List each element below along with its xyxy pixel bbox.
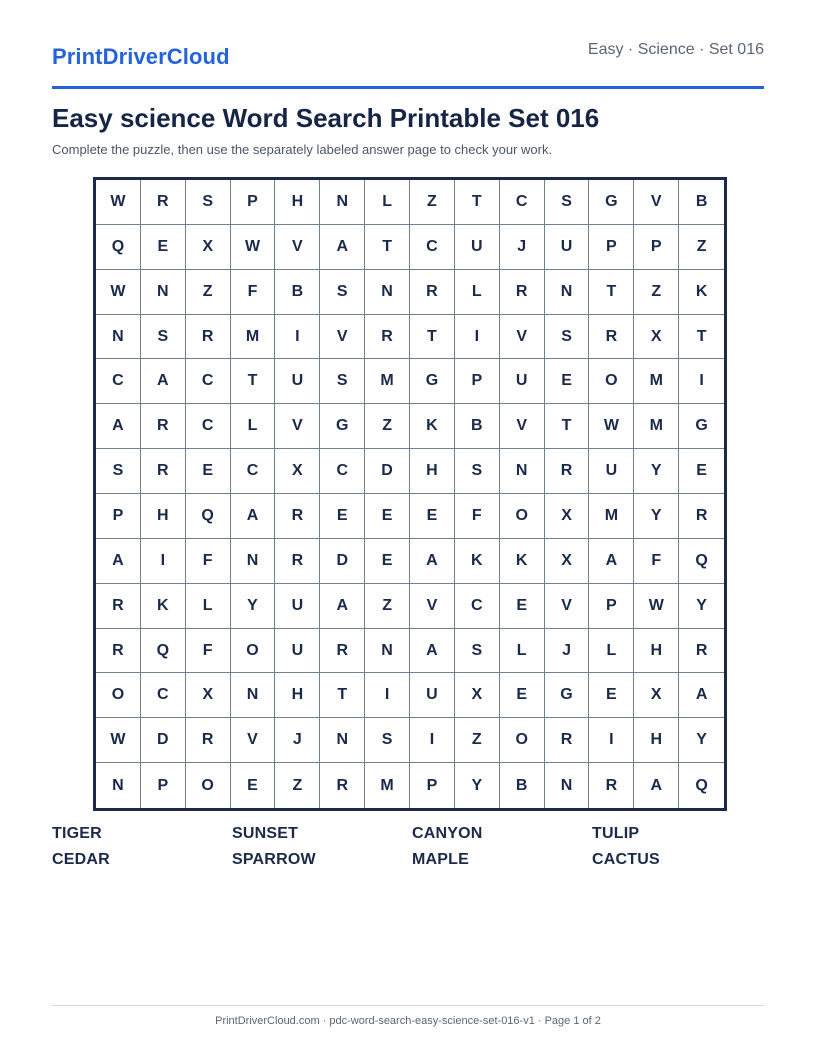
grid-cell[interactable]: H (275, 673, 320, 718)
grid-cell[interactable]: N (231, 673, 276, 718)
grid-cell[interactable]: P (455, 359, 500, 404)
grid-cell[interactable]: S (455, 449, 500, 494)
grid-cell[interactable]: S (320, 359, 365, 404)
grid-cell[interactable]: H (410, 449, 455, 494)
grid-cell[interactable]: U (275, 584, 320, 629)
grid-cell[interactable]: A (589, 539, 634, 584)
grid-cell[interactable]: M (365, 359, 410, 404)
grid-cell[interactable]: W (231, 225, 276, 270)
grid-cell[interactable]: E (589, 673, 634, 718)
grid-cell[interactable]: R (589, 315, 634, 360)
grid-cell[interactable]: T (231, 359, 276, 404)
grid-cell[interactable]: M (589, 494, 634, 539)
grid-cell[interactable]: U (500, 359, 545, 404)
grid-cell[interactable]: H (141, 494, 186, 539)
grid-cell[interactable]: G (589, 180, 634, 225)
word-list-item: MAPLE (412, 851, 469, 868)
grid-cell[interactable]: D (365, 449, 410, 494)
grid-cell[interactable]: Q (679, 539, 724, 584)
grid-cell[interactable]: C (320, 449, 365, 494)
grid-cell[interactable]: T (410, 315, 455, 360)
grid-cell[interactable]: N (320, 718, 365, 763)
page-subtitle: Complete the puzzle, then use the separately labeled answer page to check your work. (52, 142, 553, 157)
grid-cell[interactable]: Y (455, 763, 500, 808)
page-header (52, 0, 764, 89)
grid-cell[interactable]: X (634, 315, 679, 360)
grid-cell[interactable]: X (545, 539, 590, 584)
grid-cell[interactable]: B (275, 270, 320, 315)
grid-cell[interactable]: X (455, 673, 500, 718)
word-list-item: TIGER (52, 825, 102, 842)
grid-cell[interactable]: B (500, 763, 545, 808)
grid-cell[interactable]: C (500, 180, 545, 225)
grid-cell[interactable]: A (320, 584, 365, 629)
grid-cell[interactable]: X (275, 449, 320, 494)
grid-cell[interactable]: V (410, 584, 455, 629)
grid-cell[interactable]: T (320, 673, 365, 718)
page-title: Easy science Word Search Printable Set 016 (52, 103, 600, 133)
puzzle-meta: Easy · Science · Set 016 (587, 41, 764, 58)
grid-cell[interactable]: P (96, 494, 141, 539)
grid-cell[interactable]: U (455, 225, 500, 270)
grid-cell[interactable]: R (275, 539, 320, 584)
grid-cell[interactable]: E (365, 494, 410, 539)
grid-cell[interactable]: R (410, 270, 455, 315)
grid-cell[interactable]: Z (365, 404, 410, 449)
grid-cell[interactable]: Z (186, 270, 231, 315)
grid-cell[interactable]: O (500, 494, 545, 539)
grid-cell[interactable]: V (634, 180, 679, 225)
grid-cell[interactable]: N (365, 629, 410, 674)
grid-cell[interactable]: Z (679, 225, 724, 270)
grid-cell[interactable]: H (634, 629, 679, 674)
grid-cell[interactable]: K (679, 270, 724, 315)
grid-cell[interactable]: E (545, 359, 590, 404)
grid-cell[interactable]: E (500, 584, 545, 629)
grid-cell[interactable]: X (545, 494, 590, 539)
grid-cell[interactable]: Y (679, 718, 724, 763)
grid-cell[interactable]: A (410, 539, 455, 584)
grid-cell[interactable]: D (320, 539, 365, 584)
grid-cell[interactable]: P (634, 225, 679, 270)
grid-cell[interactable]: J (545, 629, 590, 674)
grid-cell[interactable]: R (320, 763, 365, 808)
grid-cell[interactable]: Z (634, 270, 679, 315)
grid-cell[interactable]: S (141, 315, 186, 360)
grid-cell[interactable]: I (679, 359, 724, 404)
grid-cell[interactable]: E (186, 449, 231, 494)
word-list (52, 825, 772, 877)
grid-cell[interactable]: N (96, 763, 141, 808)
grid-cell[interactable]: L (365, 180, 410, 225)
grid-cell[interactable]: V (231, 718, 276, 763)
grid-cell[interactable]: G (679, 404, 724, 449)
page-footer: PrintDriverCloud.com · pdc-word-search-easy-science-set-016-v1 · Page 1 of 2 (52, 1005, 764, 1027)
grid-cell[interactable]: R (96, 629, 141, 674)
grid-cell[interactable]: R (545, 449, 590, 494)
grid-cell[interactable]: S (320, 270, 365, 315)
grid-cell[interactable]: W (96, 270, 141, 315)
grid-cell[interactable]: R (275, 494, 320, 539)
grid-cell[interactable]: O (589, 359, 634, 404)
grid-cell[interactable]: Y (231, 584, 276, 629)
grid-cell[interactable]: R (186, 315, 231, 360)
grid-cell[interactable]: R (589, 763, 634, 808)
grid-cell[interactable]: R (365, 315, 410, 360)
grid-cell[interactable]: A (679, 673, 724, 718)
grid-cell[interactable]: W (96, 718, 141, 763)
grid-cell[interactable]: L (589, 629, 634, 674)
grid-cell[interactable]: V (500, 404, 545, 449)
word-list-item: CACTUS (592, 851, 660, 868)
grid-cell[interactable]: C (231, 449, 276, 494)
grid-cell[interactable]: W (96, 180, 141, 225)
grid-cell[interactable]: N (141, 270, 186, 315)
grid-cell[interactable]: I (455, 315, 500, 360)
grid-cell[interactable]: E (320, 494, 365, 539)
grid-cell[interactable]: R (679, 629, 724, 674)
grid-cell[interactable]: X (634, 673, 679, 718)
grid-cell[interactable]: P (410, 763, 455, 808)
grid-cell[interactable]: S (455, 629, 500, 674)
grid-cell[interactable]: Z (365, 584, 410, 629)
grid-cell[interactable]: N (545, 270, 590, 315)
grid-cell[interactable]: P (589, 225, 634, 270)
grid-cell[interactable]: E (365, 539, 410, 584)
grid-cell[interactable]: R (141, 404, 186, 449)
grid-cell[interactable]: U (545, 225, 590, 270)
grid-cell[interactable]: Y (634, 494, 679, 539)
grid-cell[interactable]: C (186, 404, 231, 449)
grid-cell[interactable]: Q (141, 629, 186, 674)
word-list-item: CEDAR (52, 851, 110, 868)
grid-cell[interactable]: A (634, 763, 679, 808)
grid-cell[interactable]: T (365, 225, 410, 270)
grid-cell[interactable]: Z (455, 718, 500, 763)
grid-cell[interactable]: V (545, 584, 590, 629)
grid-cell[interactable]: Q (96, 225, 141, 270)
grid-cell[interactable]: A (96, 404, 141, 449)
grid-cell[interactable]: S (96, 449, 141, 494)
grid-cell[interactable]: V (320, 315, 365, 360)
grid-cell[interactable]: I (365, 673, 410, 718)
grid-cell[interactable]: Q (695, 776, 708, 794)
grid-cell[interactable]: N (320, 180, 365, 225)
grid-cell[interactable]: W (634, 584, 679, 629)
grid-cell[interactable]: E (141, 225, 186, 270)
grid-cell[interactable]: I (141, 539, 186, 584)
grid-cell[interactable]: P (231, 180, 276, 225)
grid-cell[interactable]: H (634, 718, 679, 763)
grid-cell[interactable]: E (231, 763, 276, 808)
grid-cell[interactable]: C (410, 225, 455, 270)
grid-cell[interactable]: K (455, 539, 500, 584)
grid-cell[interactable]: O (500, 718, 545, 763)
grid-cell[interactable]: P (141, 763, 186, 808)
grid-cell[interactable]: C (186, 359, 231, 404)
grid-cell[interactable]: R (186, 718, 231, 763)
grid-cell[interactable]: U (275, 629, 320, 674)
grid-cell[interactable]: G (320, 404, 365, 449)
grid-cell[interactable]: F (634, 539, 679, 584)
grid-cell[interactable]: A (141, 359, 186, 404)
grid-cell[interactable]: F (455, 494, 500, 539)
grid-cell[interactable]: W (589, 404, 634, 449)
grid-cell[interactable]: G (545, 673, 590, 718)
grid-cell[interactable]: T (545, 404, 590, 449)
word-search-grid (93, 177, 727, 811)
grid-cell[interactable]: V (275, 404, 320, 449)
grid-cell[interactable]: L (186, 584, 231, 629)
grid-cell[interactable]: N (96, 315, 141, 360)
grid-cell[interactable]: K (141, 584, 186, 629)
grid-cell[interactable]: M (365, 763, 410, 808)
grid-cell[interactable]: F (231, 270, 276, 315)
grid-cell[interactable]: A (96, 539, 141, 584)
grid-cell[interactable]: C (141, 673, 186, 718)
grid-cell[interactable]: A (410, 629, 455, 674)
grid-cell[interactable]: Y (634, 449, 679, 494)
grid-cell[interactable]: V (275, 225, 320, 270)
grid-cell[interactable]: X (186, 673, 231, 718)
grid-cell[interactable]: I (275, 315, 320, 360)
grid-cell[interactable]: E (500, 673, 545, 718)
word-list-item: SPARROW (232, 851, 316, 868)
grid-cell[interactable]: V (500, 315, 545, 360)
grid-cell[interactable]: B (679, 180, 724, 225)
word-list-item: TULIP (592, 825, 640, 842)
grid-cell[interactable]: M (634, 359, 679, 404)
grid-cell[interactable]: Q (186, 494, 231, 539)
grid-cell[interactable]: T (589, 270, 634, 315)
grid-cell[interactable]: R (500, 270, 545, 315)
grid-cell[interactable]: R (320, 629, 365, 674)
grid-cell[interactable]: T (679, 315, 724, 360)
grid-cell[interactable]: O (96, 673, 141, 718)
grid-cell[interactable]: J (275, 718, 320, 763)
grid-cell[interactable]: N (365, 270, 410, 315)
grid-cell[interactable]: X (186, 225, 231, 270)
grid-cell[interactable]: A (320, 225, 365, 270)
grid-cell[interactable]: L (500, 629, 545, 674)
grid-cell[interactable]: F (186, 629, 231, 674)
grid-cell[interactable]: O (231, 629, 276, 674)
grid-cell[interactable]: N (231, 539, 276, 584)
grid-cell[interactable]: O (186, 763, 231, 808)
brand-logo[interactable]: PrintDriverCloud (52, 44, 230, 69)
grid-cell[interactable]: Y (679, 584, 724, 629)
grid-cell[interactable]: M (231, 315, 276, 360)
grid-cell[interactable]: H (275, 180, 320, 225)
grid-cell[interactable]: R (545, 718, 590, 763)
grid-cell[interactable]: E (679, 449, 724, 494)
grid-cell[interactable]: U (589, 449, 634, 494)
grid-cell[interactable]: S (365, 718, 410, 763)
grid-cell[interactable]: I (589, 718, 634, 763)
grid-cell[interactable]: S (545, 180, 590, 225)
grid-cell[interactable]: U (275, 359, 320, 404)
grid-cell[interactable]: G (410, 359, 455, 404)
grid-cell[interactable]: R (141, 180, 186, 225)
grid-cell[interactable]: R (679, 494, 724, 539)
grid-cell[interactable]: P (589, 584, 634, 629)
grid-cell[interactable]: T (455, 180, 500, 225)
grid-cell[interactable]: S (186, 180, 231, 225)
grid-cell[interactable]: C (96, 359, 141, 404)
word-list-item: SUNSET (232, 825, 299, 842)
grid-cell[interactable]: Z (410, 180, 455, 225)
grid-cell[interactable]: N (545, 763, 590, 808)
grid-cell[interactable]: E (410, 494, 455, 539)
grid-cell[interactable]: C (455, 584, 500, 629)
grid-cell[interactable]: L (455, 270, 500, 315)
grid-cell[interactable]: U (410, 673, 455, 718)
word-list-item: CANYON (412, 825, 483, 842)
grid-cell[interactable]: R (96, 584, 141, 629)
grid-cell[interactable]: M (634, 404, 679, 449)
grid-cell[interactable]: D (141, 718, 186, 763)
grid-cell[interactable]: K (410, 404, 455, 449)
grid-cell[interactable]: R (141, 449, 186, 494)
grid-cell[interactable]: J (500, 225, 545, 270)
grid-cell[interactable]: F (186, 539, 231, 584)
grid-cell[interactable]: B (455, 404, 500, 449)
grid-cell[interactable]: A (231, 494, 276, 539)
grid-cell[interactable]: S (545, 315, 590, 360)
grid-cell[interactable]: K (500, 539, 545, 584)
grid-cell[interactable]: Z (275, 763, 320, 808)
grid-cell[interactable]: N (500, 449, 545, 494)
grid-cell[interactable]: I (410, 718, 455, 763)
grid-cell[interactable]: L (231, 404, 276, 449)
